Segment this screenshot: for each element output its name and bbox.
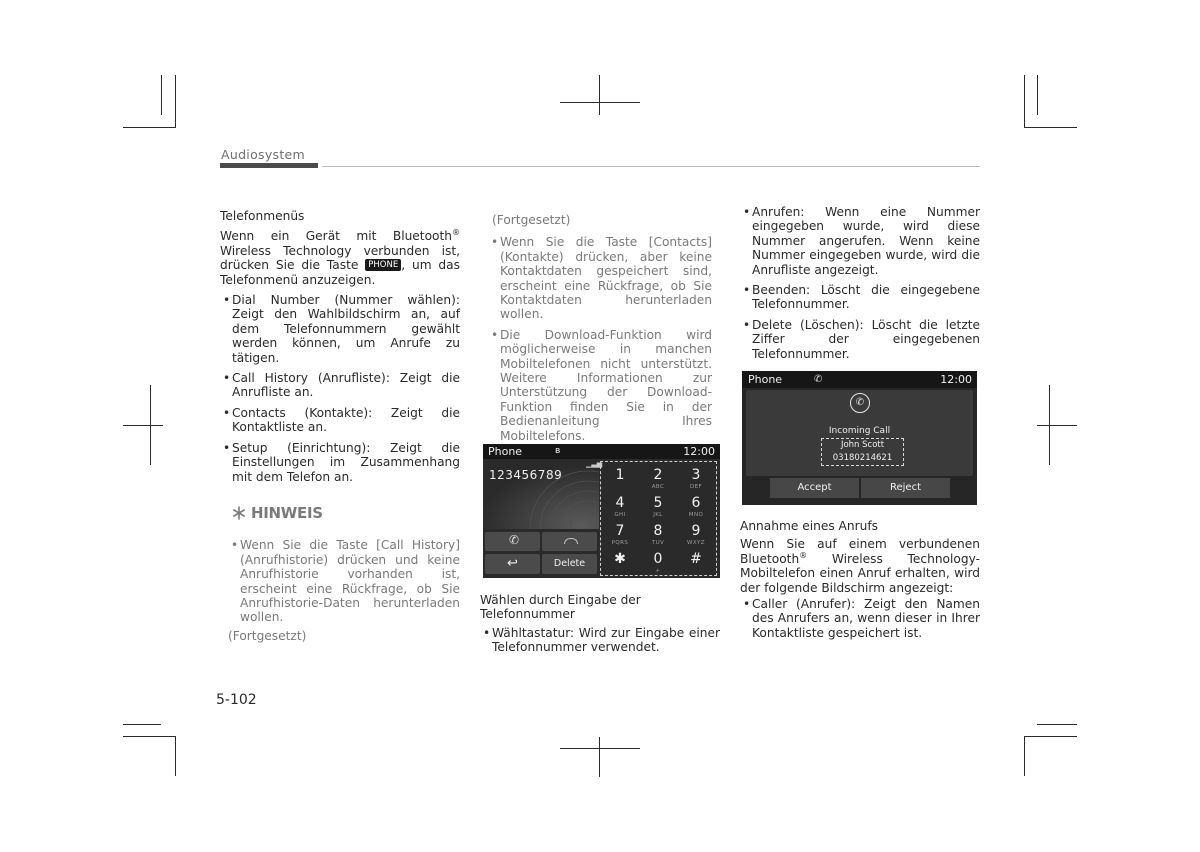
- key-2[interactable]: [639, 463, 677, 491]
- key-digit: 5: [653, 495, 663, 511]
- column-1: [220, 209, 460, 643]
- heading-telefonmenues: Telefonmenüs: [220, 209, 305, 223]
- incoming-call-screen: [742, 371, 977, 505]
- clock: 12:00: [683, 445, 715, 458]
- note-item: • Die Download-Funktion wird möglicherweise in manchen Mobiltelefonen nicht unterstützt. Weitere Informationen zur Unterstützung der Download-Funktion finden Sie in der Bedienanleitung Ihres Mobiltelefons.: [488, 328, 712, 443]
- call-button[interactable]: [485, 532, 540, 551]
- note-star-icon: [232, 506, 246, 520]
- clock: 12:00: [940, 373, 972, 386]
- intro-text-c: , um das Telefonmenü anzuzeigen.: [220, 258, 460, 287]
- delete-label: Delete: [553, 558, 586, 569]
- caller-name: John Scott: [840, 440, 885, 450]
- accept-button[interactable]: Accept: [770, 478, 859, 498]
- key-7[interactable]: [601, 519, 639, 547]
- registered-mark: ®: [799, 550, 808, 560]
- key-letters: MNO: [688, 512, 704, 518]
- key-letters: PQRS: [611, 540, 629, 546]
- heading-accept: Annahme eines Anrufs: [740, 519, 878, 533]
- dialed-number: 123456789: [489, 468, 563, 482]
- key-3[interactable]: [677, 463, 715, 491]
- reject-button[interactable]: Reject: [861, 478, 950, 498]
- column-2: [480, 213, 712, 443]
- end-call-button[interactable]: [542, 532, 597, 551]
- back-arrow-icon: ↩: [507, 556, 518, 571]
- call-status-bar: [742, 371, 977, 388]
- column-3-lower: [740, 519, 980, 640]
- dial-screen: [483, 444, 720, 578]
- note-item: • Wenn Sie die Taste [Contacts] (Kontakte) drücken, aber keine Kontaktdaten gespeichert sind, erscheint eine Rückfrage, ob Sie Kontaktdaten herunterladen wollen.: [488, 235, 712, 321]
- bluetooth-icon: ʙ: [555, 446, 561, 456]
- delete-button[interactable]: [542, 554, 597, 574]
- key-digit: 0: [653, 551, 663, 567]
- key-digit: ✱: [614, 551, 626, 567]
- list-item: • Call History (Anrufliste): Zeigt die Anrufliste an.: [220, 371, 460, 400]
- note-item: • Wenn Sie die Taste [Call History] (Anrufhistorie) drücken und keine Anrufhistorie vorhanden ist, erscheint eine Rückfrage, ob Sie Anrufhistorie-Daten herunterladen wollen.: [228, 538, 460, 624]
- list-item: • Delete (Löschen): Löscht die letzte Ziffer der eingegebenen Telefonnummer.: [740, 318, 980, 361]
- key-digit: 6: [691, 495, 701, 511]
- page-number: 5-102: [216, 692, 257, 708]
- key-digit: 9: [691, 523, 701, 539]
- call-status: Incoming Call: [828, 426, 891, 436]
- key-star[interactable]: [601, 547, 639, 575]
- header-bar: [220, 163, 318, 168]
- header-rule: [322, 166, 980, 167]
- registered-mark: ®: [452, 228, 460, 238]
- call-info-panel: [746, 390, 973, 476]
- phone-key-icon: PHONE: [365, 259, 401, 271]
- intro-paragraph: [220, 229, 460, 287]
- list-item: • Setup (Einrichtung): Zeigt die Einstellungen im Zusammenhang mit dem Telefon an.: [220, 441, 460, 484]
- key-letters: JKL: [653, 512, 663, 518]
- key-digit: 1: [615, 467, 625, 483]
- screen-title: Phone: [748, 373, 783, 386]
- key-digit: #: [690, 551, 702, 567]
- key-letters: DEF: [689, 484, 703, 490]
- accept-text-a: Wenn Sie auf einem verbundenen Bluetooth: [740, 537, 980, 566]
- key-digit: 8: [653, 523, 663, 539]
- column-3: [740, 199, 980, 361]
- accept-paragraph: [740, 537, 980, 595]
- note-heading: [232, 503, 460, 522]
- accept-text-b: Wireless Technology-Mobiltelefon einen Anruf erhalten, wird der folgende Bildschirm angezeigt:: [740, 551, 980, 595]
- caller-number: 03180214621: [832, 453, 893, 463]
- caller-box: [821, 438, 904, 466]
- incoming-call-icon: ✆: [850, 393, 870, 413]
- key-9[interactable]: [677, 519, 715, 547]
- key-letters: WXYZ: [687, 540, 705, 546]
- key-5[interactable]: [639, 491, 677, 519]
- keypad: [600, 461, 717, 576]
- list-item: • Dial Number (Nummer wählen): Zeigt den Wahlbildschirm an, auf dem Telefonnummern gewählt werden können, um Anrufe zu tätigen.: [220, 293, 460, 365]
- hangup-icon: [564, 538, 578, 544]
- key-letters: GHI: [614, 512, 626, 518]
- handset-icon: ✆: [814, 374, 823, 385]
- key-letters: TUV: [651, 540, 665, 546]
- key-0[interactable]: [639, 547, 677, 575]
- handset-icon: ✆: [509, 533, 520, 547]
- list-item: • Wähltastatur: Wird zur Eingabe einer Telefonnummer verwendet.: [480, 626, 720, 655]
- list-item: • Contacts (Kontakte): Zeigt die Kontaktliste an.: [220, 406, 460, 435]
- dial-status-bar: [483, 444, 720, 459]
- intro-text-a: Wenn ein Gerät mit Bluetooth: [220, 229, 452, 244]
- key-6[interactable]: [677, 491, 715, 519]
- key-letters: +: [655, 568, 661, 574]
- key-8[interactable]: [639, 519, 677, 547]
- list-item: • Anrufen: Wenn eine Nummer eingegeben wurde, wird diese Nummer angerufen. Wenn keine Nummer eingegeben wurde, wird die Anrufliste angezeigt.: [740, 205, 980, 277]
- intro-text-b: Wireless Technology verbunden ist, drücken Sie die Taste: [220, 243, 460, 273]
- continued-label: (Fortgesetzt): [228, 628, 307, 643]
- note-title: HINWEIS: [251, 503, 323, 522]
- screen-title: Phone: [488, 445, 523, 458]
- key-letters: ABC: [651, 484, 665, 490]
- key-digit: 7: [615, 523, 625, 539]
- list-item: • Caller (Anrufer): Zeigt den Namen des Anrufers an, wenn dieser in Ihrer Kontaktliste gespeichert ist.: [740, 597, 980, 640]
- key-digit: 4: [615, 495, 625, 511]
- key-digit: 2: [653, 467, 663, 483]
- key-4[interactable]: [601, 491, 639, 519]
- key-digit: 3: [691, 467, 701, 483]
- back-button[interactable]: [485, 554, 540, 574]
- signal-icon: ▁▃▅: [586, 460, 603, 468]
- list-item: • Beenden: Löscht die eingegebene Telefonnummer.: [740, 283, 980, 312]
- section-title: Audiosystem: [221, 147, 306, 162]
- key-1[interactable]: [601, 463, 639, 491]
- key-hash[interactable]: [677, 547, 715, 575]
- column-2-lower: [480, 593, 720, 655]
- continued-label: (Fortgesetzt): [492, 213, 571, 227]
- heading-dial: Wählen durch Eingabe der Telefonnummer: [480, 593, 641, 622]
